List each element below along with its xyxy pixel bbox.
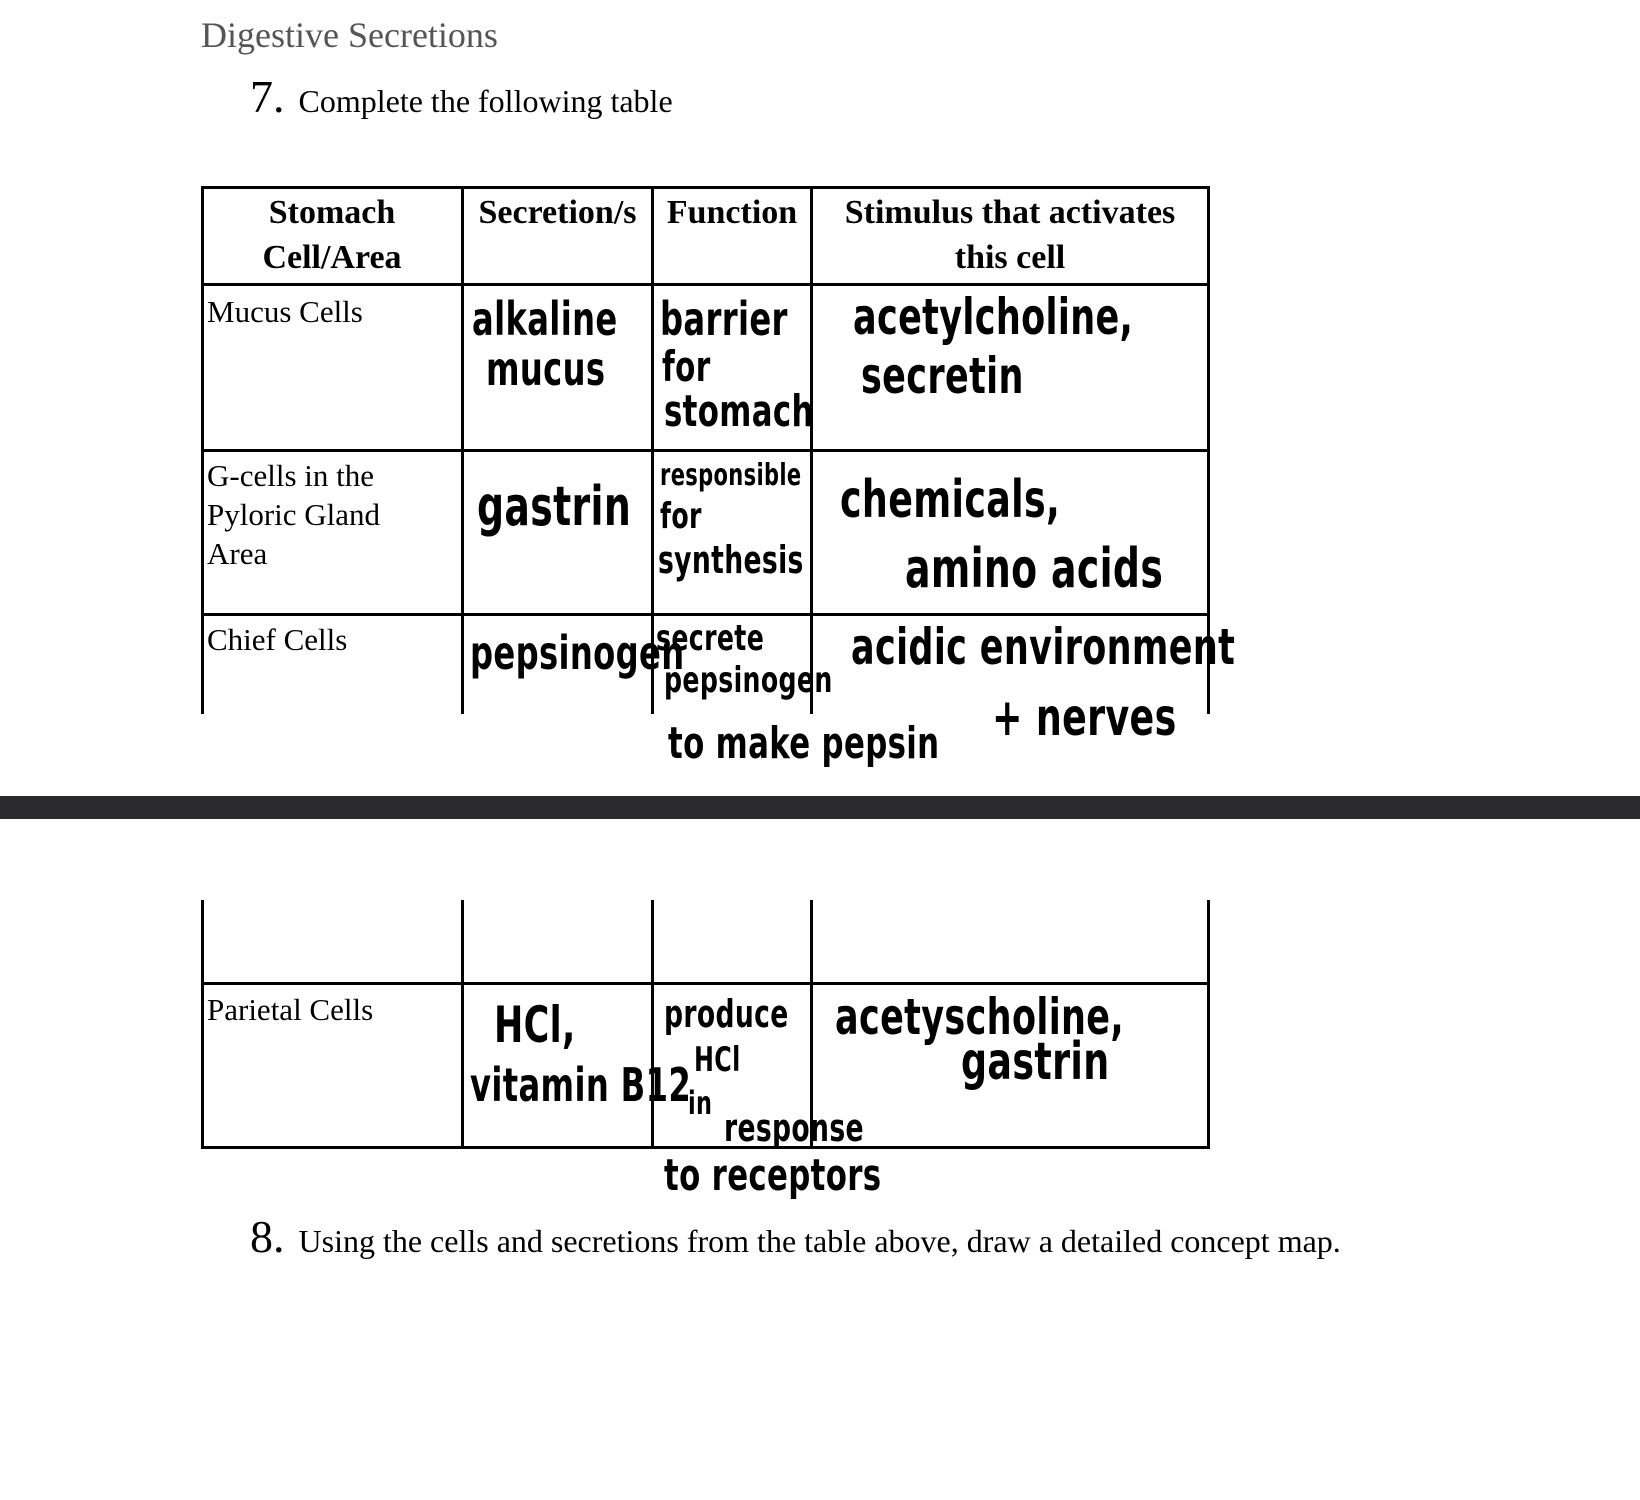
table-border	[201, 1146, 1210, 1149]
row-3-stimulus-handwritten: acidic environment	[851, 618, 1236, 676]
table-row-4-cell-area: Parietal Cells	[207, 992, 374, 1027]
table-row-2-cell-area: G-cells in the Pyloric Gland Area	[207, 458, 381, 571]
question-8-number: 8.	[250, 1211, 285, 1262]
table-border	[201, 982, 1210, 985]
table-row-1-cell-area: Mucus Cells	[207, 294, 363, 329]
row-3-function-handwritten: pepsinogen	[664, 660, 833, 701]
row-4-secretion-handwritten: vitamin B12	[470, 1058, 692, 1112]
table-border	[461, 186, 464, 714]
table-border	[201, 283, 1210, 286]
row-2-stimulus-handwritten: amino acids	[905, 537, 1164, 600]
header-secretion: Secretion/s	[478, 194, 637, 231]
row-2-function-handwritten: responsible	[660, 458, 802, 493]
row-4-stimulus-handwritten: gastrin	[961, 1032, 1110, 1092]
row-1-stimulus-handwritten: secretin	[861, 347, 1024, 405]
row-4-stimulus-handwritten: acetyscholine,	[835, 988, 1125, 1046]
header-function: Function	[666, 194, 798, 231]
row-2-function-handwritten: for	[660, 496, 702, 537]
row-1-function-handwritten: stomach	[664, 386, 814, 437]
row-1-function-handwritten: for	[662, 342, 711, 391]
question-7-number: 7.	[250, 71, 285, 122]
header-stimulus: Stimulus that activates this cell	[844, 194, 1176, 276]
table-border	[1207, 900, 1210, 1149]
table-border	[201, 186, 1210, 189]
row-1-stimulus-handwritten: acetylcholine,	[853, 288, 1134, 346]
table-row-3-cell-area: Chief Cells	[207, 622, 348, 657]
row-3-stimulus-handwritten: + nerves	[992, 688, 1177, 748]
question-7	[250, 70, 673, 123]
row-2-stimulus-handwritten: chemicals,	[840, 470, 1061, 530]
row-2-function-handwritten: synthesis	[658, 538, 804, 582]
row-4-function-handwritten: to receptors	[664, 1150, 882, 1201]
row-3-function-handwritten: to make pepsin	[668, 718, 940, 769]
row-1-function-handwritten: barrier	[660, 292, 788, 346]
table-border	[201, 449, 1210, 452]
row-1-secretion-handwritten: mucus	[486, 342, 606, 396]
row-4-function-handwritten: produce	[664, 992, 789, 1036]
row-3-function-handwritten: secrete	[656, 618, 765, 659]
page-divider	[0, 796, 1640, 819]
row-2-secretion-handwritten: gastrin	[477, 475, 632, 538]
row-4-function-handwritten: in	[688, 1084, 713, 1122]
row-4-function-handwritten: HCl	[694, 1040, 741, 1080]
question-8-text: Using the cells and secretions from the table above, draw a detailed concept map.	[298, 1223, 1341, 1259]
row-3-secretion-handwritten: pepsinogen	[470, 626, 685, 680]
table-border	[461, 900, 464, 1149]
row-1-secretion-handwritten: alkaline	[472, 292, 618, 346]
question-7-text: Complete the following table	[298, 83, 673, 119]
table-border	[201, 613, 1210, 616]
table-border	[201, 900, 204, 1149]
row-4-function-handwritten: response	[724, 1106, 864, 1150]
question-8	[250, 1210, 1341, 1263]
section-title: Digestive Secretions	[201, 15, 498, 55]
row-4-secretion-handwritten: HCl,	[494, 996, 576, 1054]
header-cell-area: Stomach Cell/Area	[262, 194, 402, 276]
